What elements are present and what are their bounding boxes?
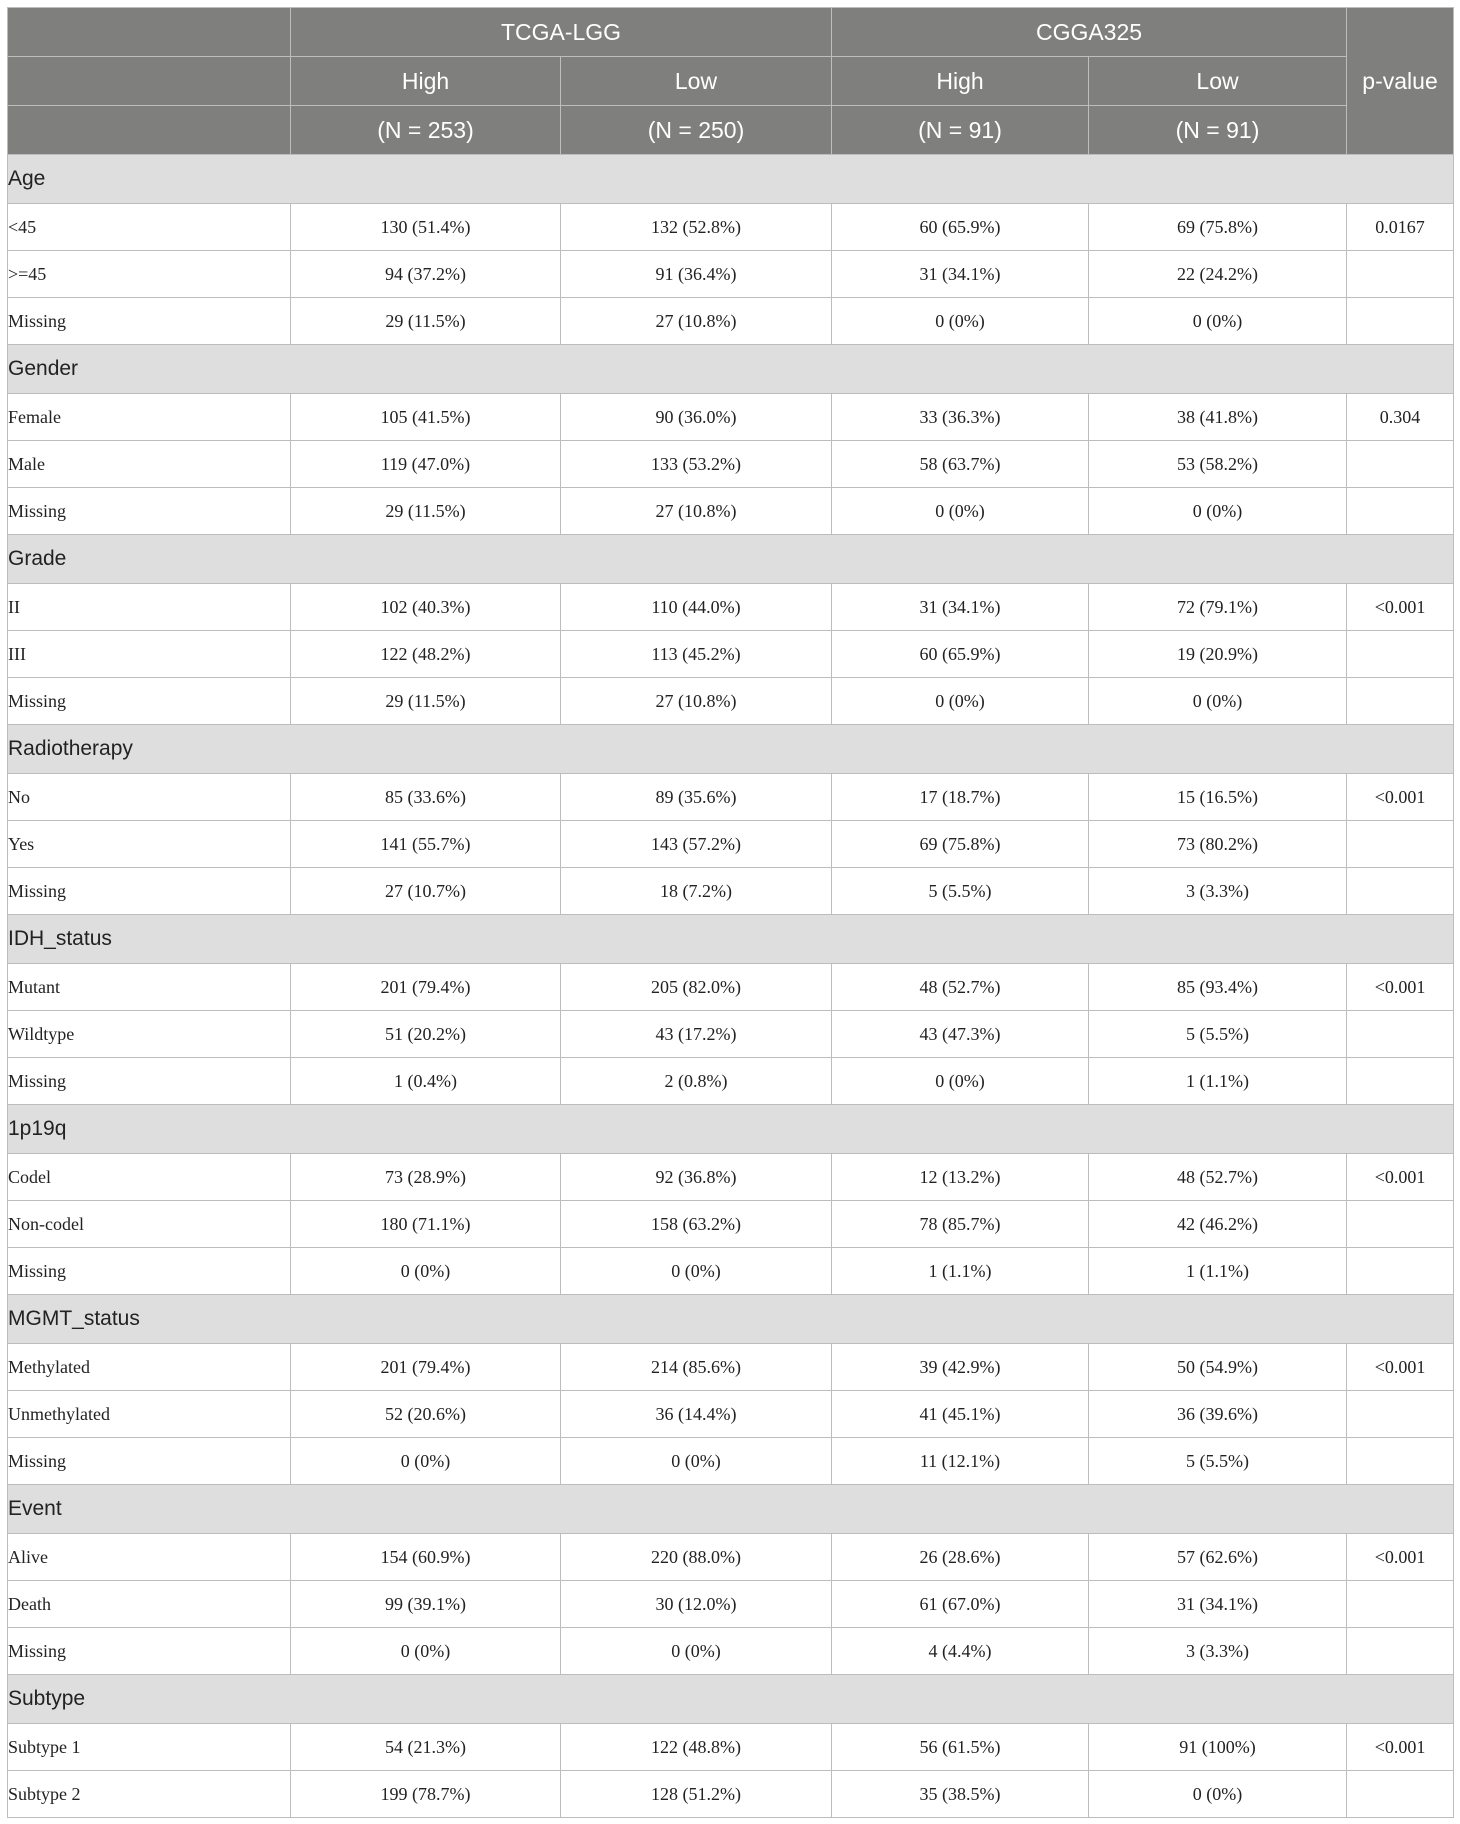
header-cgga-high-n: (N = 91): [832, 106, 1089, 155]
header-tcga-low-n: (N = 250): [561, 106, 832, 155]
table-row: [8, 774, 1454, 821]
p-value-cell: [1347, 488, 1454, 535]
row-label: Death: [8, 1581, 291, 1628]
header-cgga-low-n: (N = 91): [1089, 106, 1347, 155]
header-tcga-low: Low: [561, 57, 832, 106]
tcga-low-cell: 27 (10.8%): [561, 298, 832, 345]
tcga-low-cell: 133 (53.2%): [561, 441, 832, 488]
table-row: [8, 1724, 1454, 1771]
tcga-high-cell: 122 (48.2%): [291, 631, 561, 678]
tcga-high-cell: 201 (79.4%): [291, 1344, 561, 1391]
cgga-high-cell: 26 (28.6%): [832, 1534, 1089, 1581]
cgga-low-cell: 22 (24.2%): [1089, 251, 1347, 298]
cgga-high-cell: 39 (42.9%): [832, 1344, 1089, 1391]
header-blank: [8, 57, 291, 106]
tcga-high-cell: 54 (21.3%): [291, 1724, 561, 1771]
tcga-high-cell: 141 (55.7%): [291, 821, 561, 868]
group-title: Gender: [8, 345, 1454, 394]
cgga-low-cell: 69 (75.8%): [1089, 204, 1347, 251]
tcga-high-cell: 94 (37.2%): [291, 251, 561, 298]
row-label: Missing: [8, 678, 291, 725]
row-label: Male: [8, 441, 291, 488]
tcga-high-cell: 0 (0%): [291, 1248, 561, 1295]
group-title: Grade: [8, 535, 1454, 584]
tcga-low-cell: 90 (36.0%): [561, 394, 832, 441]
cgga-high-cell: 33 (36.3%): [832, 394, 1089, 441]
p-value-cell: [1347, 1628, 1454, 1675]
tcga-low-cell: 214 (85.6%): [561, 1344, 832, 1391]
table-row: [8, 1248, 1454, 1295]
cgga-high-cell: 5 (5.5%): [832, 868, 1089, 915]
header-tcga-high-n: (N = 253): [291, 106, 561, 155]
header-p-value: p-value: [1347, 8, 1454, 155]
header-row-counts: [8, 106, 1454, 155]
tcga-low-cell: 36 (14.4%): [561, 1391, 832, 1438]
group-title: Radiotherapy: [8, 725, 1454, 774]
group-header-row: [8, 535, 1454, 584]
tcga-low-cell: 18 (7.2%): [561, 868, 832, 915]
tcga-high-cell: 201 (79.4%): [291, 964, 561, 1011]
cgga-low-cell: 36 (39.6%): [1089, 1391, 1347, 1438]
table-row: [8, 1058, 1454, 1105]
cgga-high-cell: 0 (0%): [832, 1058, 1089, 1105]
row-label: >=45: [8, 251, 291, 298]
group-header-row: [8, 155, 1454, 204]
tcga-high-cell: 27 (10.7%): [291, 868, 561, 915]
tcga-low-cell: 143 (57.2%): [561, 821, 832, 868]
group-header-row: [8, 1485, 1454, 1534]
cgga-low-cell: 1 (1.1%): [1089, 1058, 1347, 1105]
row-label: No: [8, 774, 291, 821]
cgga-high-cell: 43 (47.3%): [832, 1011, 1089, 1058]
cgga-low-cell: 0 (0%): [1089, 1771, 1347, 1818]
cgga-low-cell: 72 (79.1%): [1089, 584, 1347, 631]
table-row: [8, 1581, 1454, 1628]
tcga-low-cell: 92 (36.8%): [561, 1154, 832, 1201]
header-cgga-high: High: [832, 57, 1089, 106]
table-row: [8, 678, 1454, 725]
tcga-high-cell: 105 (41.5%): [291, 394, 561, 441]
group-header-row: [8, 345, 1454, 394]
cgga-low-cell: 57 (62.6%): [1089, 1534, 1347, 1581]
p-value-cell: [1347, 678, 1454, 725]
row-label: <45: [8, 204, 291, 251]
cgga-low-cell: 38 (41.8%): [1089, 394, 1347, 441]
tcga-low-cell: 27 (10.8%): [561, 678, 832, 725]
row-label: Missing: [8, 1438, 291, 1485]
table-row: [8, 1344, 1454, 1391]
p-value-cell: <0.001: [1347, 1724, 1454, 1771]
p-value-cell: [1347, 868, 1454, 915]
table-row: [8, 1154, 1454, 1201]
p-value-cell: [1347, 1391, 1454, 1438]
tcga-high-cell: 52 (20.6%): [291, 1391, 561, 1438]
cgga-low-cell: 53 (58.2%): [1089, 441, 1347, 488]
p-value-cell: [1347, 298, 1454, 345]
row-label: Missing: [8, 1058, 291, 1105]
cgga-low-cell: 0 (0%): [1089, 488, 1347, 535]
cgga-low-cell: 73 (80.2%): [1089, 821, 1347, 868]
p-value-cell: <0.001: [1347, 1534, 1454, 1581]
table-row: [8, 631, 1454, 678]
cgga-high-cell: 1 (1.1%): [832, 1248, 1089, 1295]
row-label: Missing: [8, 298, 291, 345]
cgga-high-cell: 61 (67.0%): [832, 1581, 1089, 1628]
table-row: [8, 1628, 1454, 1675]
cgga-low-cell: 31 (34.1%): [1089, 1581, 1347, 1628]
tcga-low-cell: 89 (35.6%): [561, 774, 832, 821]
characteristics-table: [7, 7, 1454, 1818]
tcga-high-cell: 1 (0.4%): [291, 1058, 561, 1105]
tcga-low-cell: 128 (51.2%): [561, 1771, 832, 1818]
row-label: Methylated: [8, 1344, 291, 1391]
table-row: [8, 394, 1454, 441]
tcga-low-cell: 43 (17.2%): [561, 1011, 832, 1058]
tcga-low-cell: 220 (88.0%): [561, 1534, 832, 1581]
p-value-cell: [1347, 251, 1454, 298]
cgga-low-cell: 42 (46.2%): [1089, 1201, 1347, 1248]
tcga-low-cell: 91 (36.4%): [561, 251, 832, 298]
tcga-high-cell: 154 (60.9%): [291, 1534, 561, 1581]
p-value-cell: <0.001: [1347, 1154, 1454, 1201]
cgga-high-cell: 35 (38.5%): [832, 1771, 1089, 1818]
p-value-cell: [1347, 1201, 1454, 1248]
tcga-low-cell: 122 (48.8%): [561, 1724, 832, 1771]
cgga-high-cell: 78 (85.7%): [832, 1201, 1089, 1248]
tcga-high-cell: 29 (11.5%): [291, 678, 561, 725]
group-title: 1p19q: [8, 1105, 1454, 1154]
group-title: IDH_status: [8, 915, 1454, 964]
cgga-low-cell: 1 (1.1%): [1089, 1248, 1347, 1295]
table-row: [8, 584, 1454, 631]
row-label: Subtype 2: [8, 1771, 291, 1818]
p-value-cell: 0.0167: [1347, 204, 1454, 251]
p-value-cell: [1347, 1438, 1454, 1485]
cgga-high-cell: 58 (63.7%): [832, 441, 1089, 488]
row-label: Female: [8, 394, 291, 441]
header-row-levels: [8, 57, 1454, 106]
cgga-low-cell: 0 (0%): [1089, 298, 1347, 345]
table-row: [8, 251, 1454, 298]
p-value-cell: [1347, 1581, 1454, 1628]
header-cgga325: CGGA325: [832, 8, 1347, 57]
p-value-cell: [1347, 441, 1454, 488]
tcga-low-cell: 0 (0%): [561, 1628, 832, 1675]
cgga-low-cell: 5 (5.5%): [1089, 1011, 1347, 1058]
row-label: Missing: [8, 488, 291, 535]
p-value-cell: <0.001: [1347, 774, 1454, 821]
tcga-high-cell: 51 (20.2%): [291, 1011, 561, 1058]
table-row: [8, 1201, 1454, 1248]
tcga-high-cell: 0 (0%): [291, 1438, 561, 1485]
group-title: Subtype: [8, 1675, 1454, 1724]
tcga-high-cell: 130 (51.4%): [291, 204, 561, 251]
header-row-cohorts: [8, 8, 1454, 57]
cgga-low-cell: 5 (5.5%): [1089, 1438, 1347, 1485]
tcga-low-cell: 110 (44.0%): [561, 584, 832, 631]
row-label: Codel: [8, 1154, 291, 1201]
row-label: Missing: [8, 1628, 291, 1675]
cgga-high-cell: 48 (52.7%): [832, 964, 1089, 1011]
tcga-high-cell: 119 (47.0%): [291, 441, 561, 488]
cgga-high-cell: 31 (34.1%): [832, 584, 1089, 631]
tcga-low-cell: 27 (10.8%): [561, 488, 832, 535]
table-body: [8, 155, 1454, 1818]
tcga-low-cell: 113 (45.2%): [561, 631, 832, 678]
header-blank: [8, 8, 291, 57]
cgga-low-cell: 3 (3.3%): [1089, 868, 1347, 915]
tcga-high-cell: 29 (11.5%): [291, 488, 561, 535]
tcga-high-cell: 180 (71.1%): [291, 1201, 561, 1248]
table-row: [8, 1771, 1454, 1818]
cgga-high-cell: 0 (0%): [832, 488, 1089, 535]
cgga-low-cell: 19 (20.9%): [1089, 631, 1347, 678]
row-label: Alive: [8, 1534, 291, 1581]
cgga-high-cell: 31 (34.1%): [832, 251, 1089, 298]
header-cgga-low: Low: [1089, 57, 1347, 106]
tcga-low-cell: 0 (0%): [561, 1438, 832, 1485]
table-row: [8, 1438, 1454, 1485]
group-header-row: [8, 725, 1454, 774]
row-label: II: [8, 584, 291, 631]
table-row: [8, 1391, 1454, 1438]
header-blank: [8, 106, 291, 155]
table-row: [8, 204, 1454, 251]
table-row: [8, 441, 1454, 488]
tcga-high-cell: 199 (78.7%): [291, 1771, 561, 1818]
p-value-cell: <0.001: [1347, 1344, 1454, 1391]
cgga-high-cell: 60 (65.9%): [832, 204, 1089, 251]
group-header-row: [8, 1105, 1454, 1154]
row-label: Subtype 1: [8, 1724, 291, 1771]
cgga-low-cell: 48 (52.7%): [1089, 1154, 1347, 1201]
tcga-low-cell: 30 (12.0%): [561, 1581, 832, 1628]
cgga-high-cell: 4 (4.4%): [832, 1628, 1089, 1675]
tcga-low-cell: 132 (52.8%): [561, 204, 832, 251]
table-row: [8, 1011, 1454, 1058]
group-header-row: [8, 915, 1454, 964]
tcga-low-cell: 205 (82.0%): [561, 964, 832, 1011]
p-value-cell: <0.001: [1347, 964, 1454, 1011]
cgga-high-cell: 69 (75.8%): [832, 821, 1089, 868]
group-header-row: [8, 1295, 1454, 1344]
group-title: Event: [8, 1485, 1454, 1534]
p-value-cell: [1347, 821, 1454, 868]
cgga-high-cell: 60 (65.9%): [832, 631, 1089, 678]
tcga-high-cell: 0 (0%): [291, 1628, 561, 1675]
table-row: [8, 868, 1454, 915]
tcga-low-cell: 2 (0.8%): [561, 1058, 832, 1105]
row-label: Missing: [8, 868, 291, 915]
row-label: Mutant: [8, 964, 291, 1011]
cgga-high-cell: 12 (13.2%): [832, 1154, 1089, 1201]
table-row: [8, 964, 1454, 1011]
group-header-row: [8, 1675, 1454, 1724]
cgga-low-cell: 50 (54.9%): [1089, 1344, 1347, 1391]
table-row: [8, 821, 1454, 868]
table-row: [8, 1534, 1454, 1581]
cgga-high-cell: 17 (18.7%): [832, 774, 1089, 821]
cgga-low-cell: 3 (3.3%): [1089, 1628, 1347, 1675]
group-title: MGMT_status: [8, 1295, 1454, 1344]
tcga-high-cell: 102 (40.3%): [291, 584, 561, 631]
p-value-cell: 0.304: [1347, 394, 1454, 441]
cgga-low-cell: 85 (93.4%): [1089, 964, 1347, 1011]
cgga-low-cell: 91 (100%): [1089, 1724, 1347, 1771]
p-value-cell: [1347, 1058, 1454, 1105]
row-label: Non-codel: [8, 1201, 291, 1248]
cgga-high-cell: 0 (0%): [832, 298, 1089, 345]
p-value-cell: [1347, 1771, 1454, 1818]
p-value-cell: <0.001: [1347, 584, 1454, 631]
row-label: Missing: [8, 1248, 291, 1295]
p-value-cell: [1347, 1011, 1454, 1058]
cgga-high-cell: 56 (61.5%): [832, 1724, 1089, 1771]
tcga-low-cell: 0 (0%): [561, 1248, 832, 1295]
table-row: [8, 298, 1454, 345]
group-title: Age: [8, 155, 1454, 204]
tcga-low-cell: 158 (63.2%): [561, 1201, 832, 1248]
row-label: Wildtype: [8, 1011, 291, 1058]
cgga-low-cell: 15 (16.5%): [1089, 774, 1347, 821]
p-value-cell: [1347, 1248, 1454, 1295]
cgga-low-cell: 0 (0%): [1089, 678, 1347, 725]
row-label: Unmethylated: [8, 1391, 291, 1438]
row-label: Yes: [8, 821, 291, 868]
row-label: III: [8, 631, 291, 678]
tcga-high-cell: 85 (33.6%): [291, 774, 561, 821]
p-value-cell: [1347, 631, 1454, 678]
cgga-high-cell: 11 (12.1%): [832, 1438, 1089, 1485]
cgga-high-cell: 0 (0%): [832, 678, 1089, 725]
table-row: [8, 488, 1454, 535]
tcga-high-cell: 73 (28.9%): [291, 1154, 561, 1201]
header-tcga-high: High: [291, 57, 561, 106]
header-tcga-lgg: TCGA-LGG: [291, 8, 832, 57]
cgga-high-cell: 41 (45.1%): [832, 1391, 1089, 1438]
tcga-high-cell: 99 (39.1%): [291, 1581, 561, 1628]
tcga-high-cell: 29 (11.5%): [291, 298, 561, 345]
